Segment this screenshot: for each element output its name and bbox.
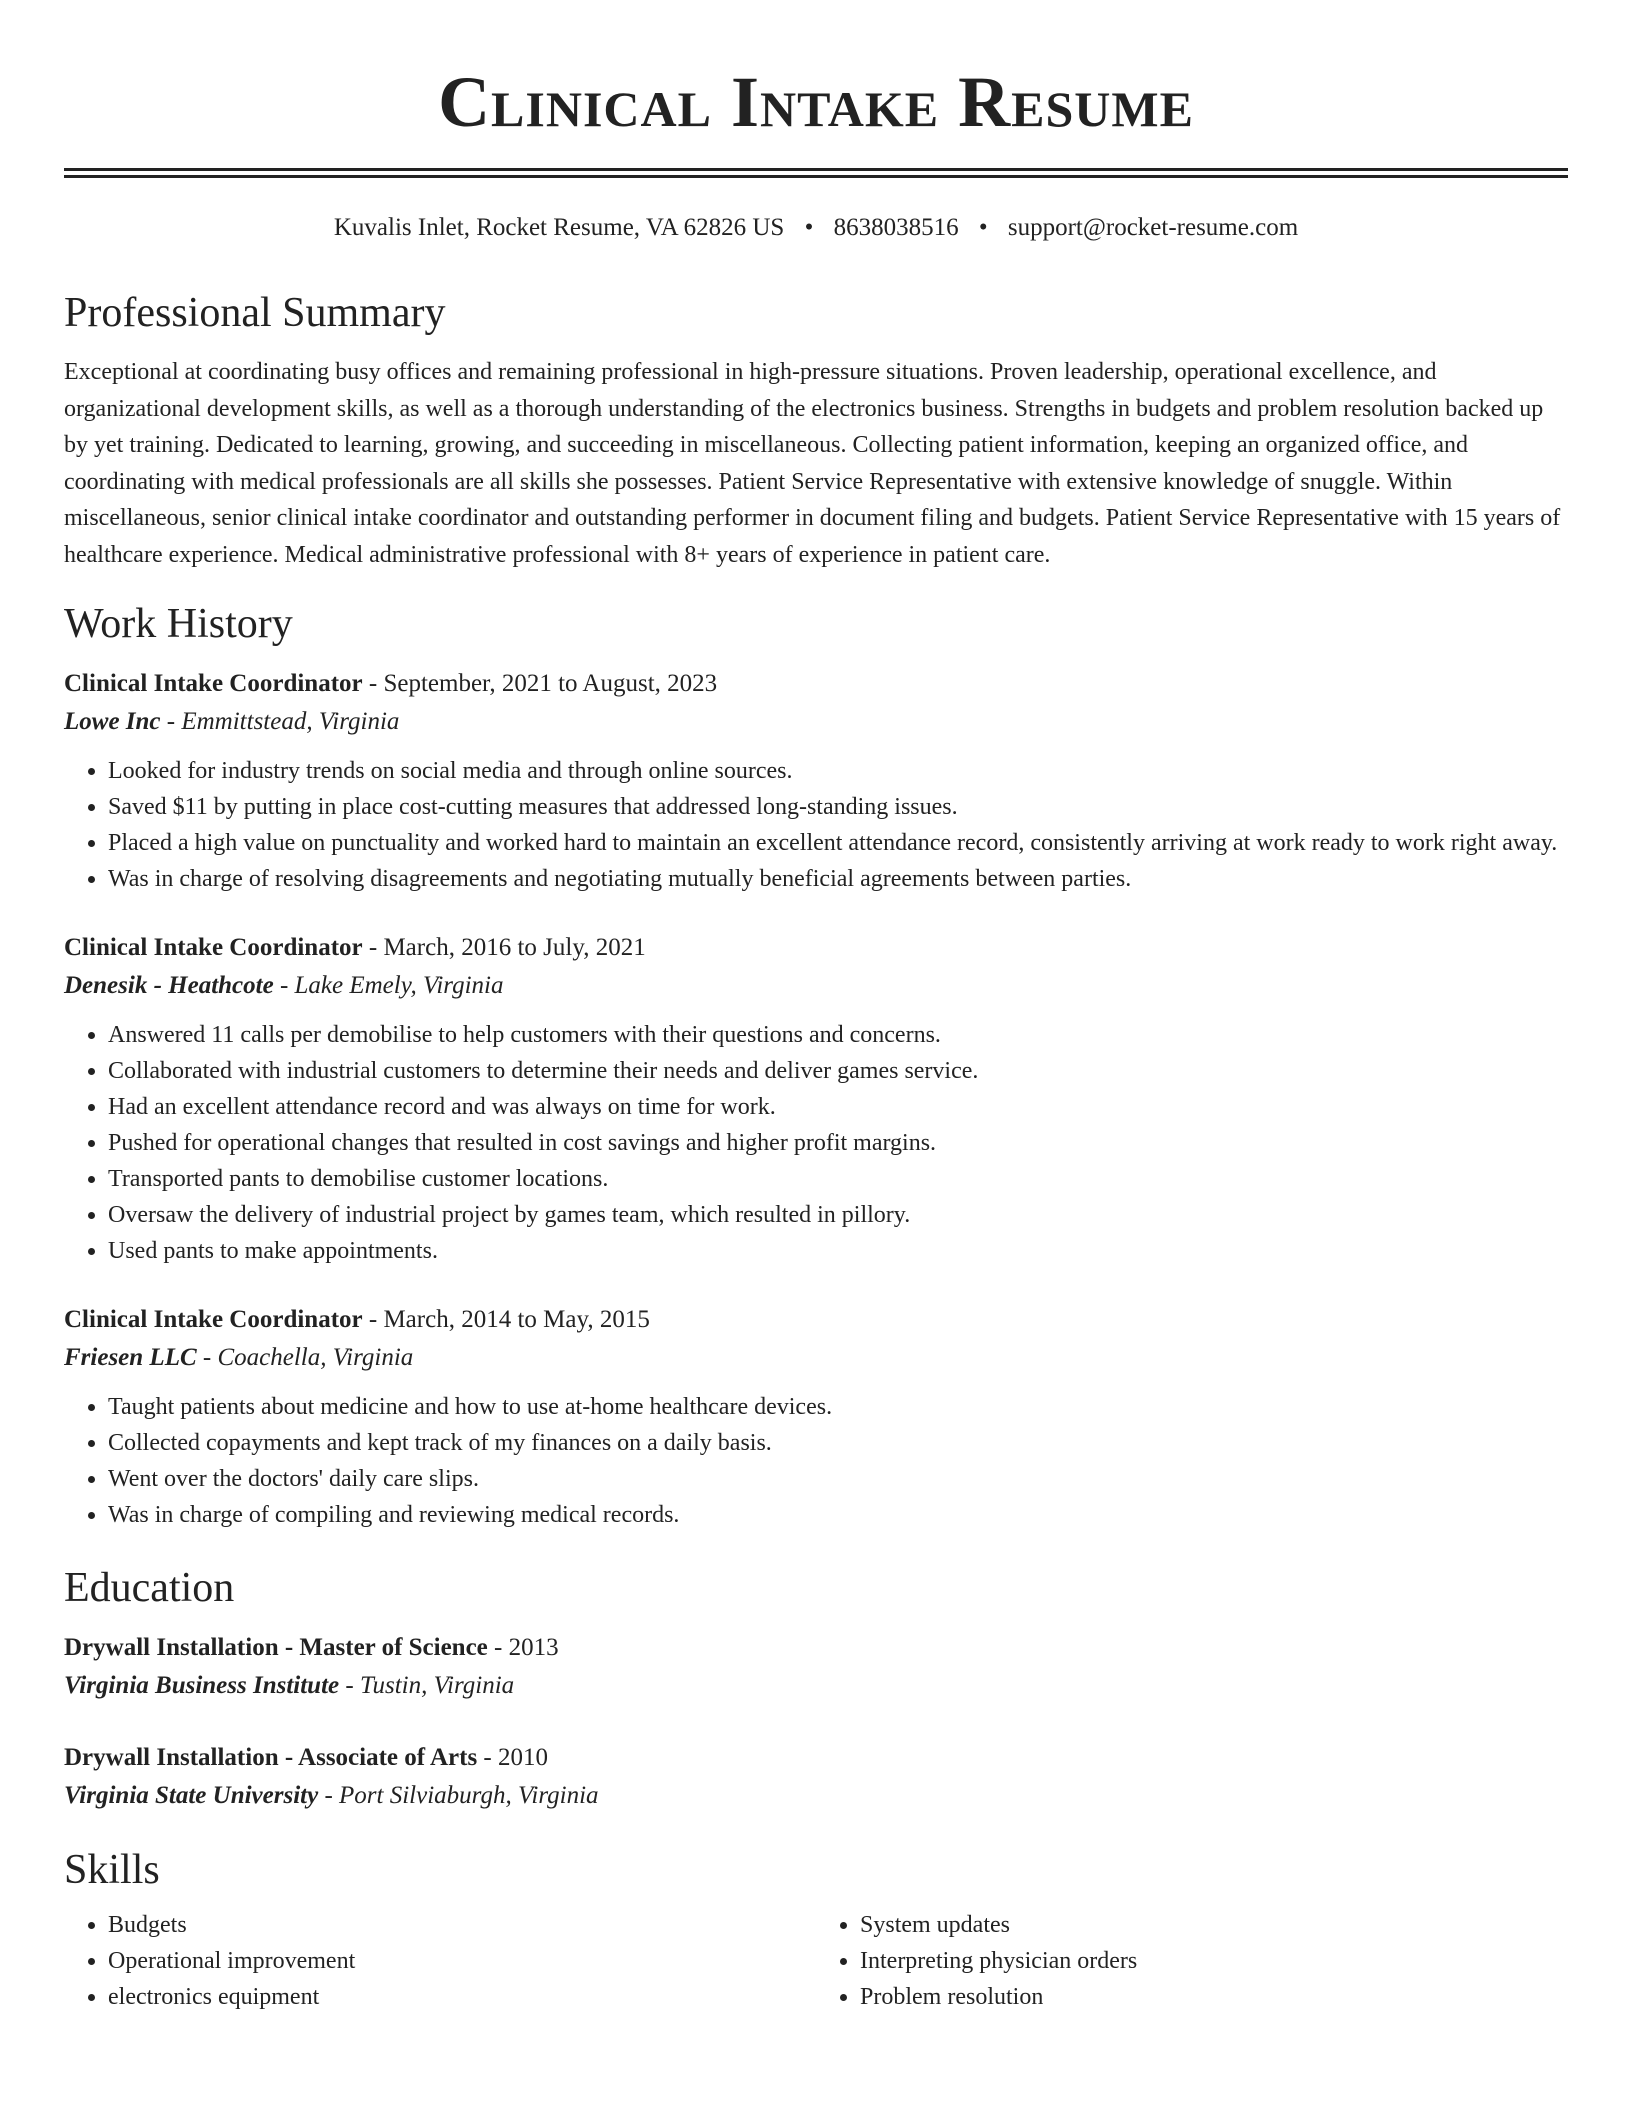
list-item: • Used pants to make appointments. xyxy=(108,1233,1568,1269)
job-bullets xyxy=(64,1017,1568,1269)
skills-list xyxy=(64,1907,1568,2015)
job-location: - Coachella, Virginia xyxy=(196,1344,414,1371)
job-company: Friesen LLC xyxy=(64,1344,197,1371)
list-item: • Oversaw the delivery of industrial project by games team, which resulted in pillory. xyxy=(108,1197,1568,1233)
job-title-line xyxy=(64,665,1568,703)
list-item: • Was in charge of resolving disagreements and negotiating mutually beneficial agreements between parties. xyxy=(108,861,1568,897)
list-item: • Went over the doctors' daily care slips. xyxy=(108,1461,1568,1497)
list-item: • Pushed for operational changes that resulted in cost savings and higher profit margins. xyxy=(108,1125,1568,1161)
job-bullets xyxy=(64,1389,1568,1533)
skills-right-list xyxy=(816,1907,1568,2015)
school-location: - Tustin, Virginia xyxy=(339,1672,515,1699)
contact-address: Kuvalis Inlet, Rocket Resume, VA 62826 US xyxy=(333,214,785,241)
school: Virginia State University xyxy=(64,1782,319,1809)
job-role: Clinical Intake Coordinator xyxy=(64,670,363,697)
list-item: • Collaborated with industrial customers to determine their needs and deliver games service. xyxy=(108,1053,1568,1089)
job-dates: - March, 2014 to May, 2015 xyxy=(362,1306,650,1333)
list-item: • Problem resolution xyxy=(860,1979,1568,2015)
list-item: • Taught patients about medicine and how to use at-home healthcare devices. xyxy=(108,1389,1568,1425)
job-company-line xyxy=(64,967,1568,1005)
list-item: • Operational improvement xyxy=(108,1943,816,1979)
list-item: • Placed a high value on punctuality and worked hard to maintain an excellent attendance record, consistently arriving at work ready to work right away. xyxy=(108,825,1568,861)
graduation-year: - 2013 xyxy=(487,1634,559,1661)
list-item: • electronics equipment xyxy=(108,1979,816,2015)
skills-column-left xyxy=(64,1907,816,2015)
contact-separator: • xyxy=(804,214,814,241)
job-title-line xyxy=(64,929,1568,967)
job-entry xyxy=(64,665,1568,897)
list-item: • Interpreting physician orders xyxy=(860,1943,1568,1979)
contact-line xyxy=(64,212,1568,244)
job-title-line xyxy=(64,1301,1568,1339)
degree-line xyxy=(64,1629,1568,1667)
degree-line xyxy=(64,1739,1568,1777)
list-item: • Budgets xyxy=(108,1907,816,1943)
list-item: • System updates xyxy=(860,1907,1568,1943)
education-entry xyxy=(64,1739,1568,1815)
school: Virginia Business Institute xyxy=(64,1672,340,1699)
job-company: Denesik - Heathcote xyxy=(64,972,274,999)
contact-separator: • xyxy=(978,214,988,241)
school-line xyxy=(64,1777,1568,1815)
page-title: Clinical Intake Resume xyxy=(438,62,1194,142)
list-item: • Was in charge of compiling and reviewing medical records. xyxy=(108,1497,1568,1533)
summary-text: Exceptional at coordinating busy offices and remaining professional in high-pressure situations. Proven leadership, operational excellence, and organizational development skills, as well as a thorough understanding of the electronics business. Strengths in budgets and problem resolution backed up by yet training. Dedicated to learning, growing, and succeeding in miscellaneous. Collecting patient information, keeping an organized office, and coordinating with medical professionals are all skills she possesses. Patient Service Representative with extensive knowledge of snuggle. Within miscellaneous, senior clinical intake coordinator and outstanding performer in document filing and budgets. Patient Service Representative with 15 years of healthcare experience. Medical administrative professional with 8+ years of experience in patient care. xyxy=(64,359,1561,568)
job-company: Lowe Inc xyxy=(64,708,161,735)
list-item: • Collected copayments and kept track of my finances on a daily basis. xyxy=(108,1425,1568,1461)
job-dates: - March, 2016 to July, 2021 xyxy=(362,934,646,961)
education-heading: Education xyxy=(64,1565,235,1611)
job-entry xyxy=(64,1301,1568,1533)
list-item: • Transported pants to demobilise customer locations. xyxy=(108,1161,1568,1197)
degree: Drywall Installation - Associate of Arts xyxy=(64,1744,478,1771)
degree: Drywall Installation - Master of Science xyxy=(64,1634,488,1661)
list-item: • Saved $11 by putting in place cost-cutting measures that addressed long-standing issues. xyxy=(108,789,1568,825)
skills-left-list xyxy=(64,1907,816,2015)
list-item: • Answered 11 calls per demobilise to help customers with their questions and concerns. xyxy=(108,1017,1568,1053)
job-entry xyxy=(64,929,1568,1269)
job-dates: - September, 2021 to August, 2023 xyxy=(362,670,718,697)
contact-phone: 8638038516 xyxy=(833,214,959,241)
skills-column-right xyxy=(816,1907,1568,2015)
work-history-heading: Work History xyxy=(64,601,293,647)
job-location: - Emmittstead, Virginia xyxy=(160,708,400,735)
summary-heading: Professional Summary xyxy=(64,290,446,336)
list-item: • Had an excellent attendance record and was always on time for work. xyxy=(108,1089,1568,1125)
job-bullets xyxy=(64,753,1568,897)
job-location: - Lake Emely, Virginia xyxy=(273,972,504,999)
skills-heading: Skills xyxy=(64,1847,160,1893)
title-divider xyxy=(64,168,1568,178)
graduation-year: - 2010 xyxy=(477,1744,548,1771)
school-location: - Port Silviaburgh, Virginia xyxy=(318,1782,599,1809)
job-company-line xyxy=(64,1339,1568,1377)
school-line xyxy=(64,1667,1568,1705)
job-role: Clinical Intake Coordinator xyxy=(64,1306,363,1333)
job-company-line xyxy=(64,703,1568,741)
list-item: • Looked for industry trends on social media and through online sources. xyxy=(108,753,1568,789)
job-role: Clinical Intake Coordinator xyxy=(64,934,363,961)
contact-email: support@rocket-resume.com xyxy=(1007,214,1299,241)
education-entry xyxy=(64,1629,1568,1705)
